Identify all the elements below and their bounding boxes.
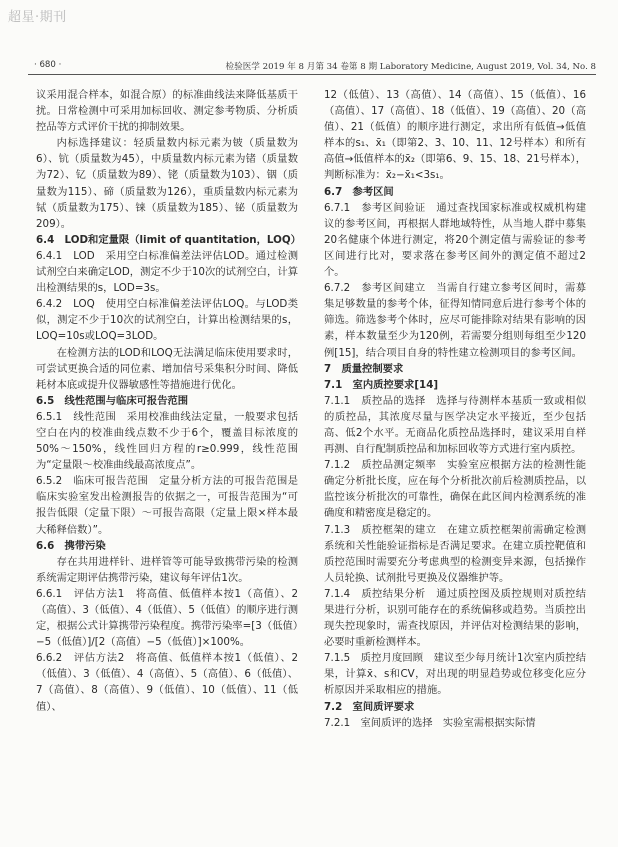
paragraph: 7.1.2 质控品测定频率 实验室应根据方法的检测性能确定分析批长度，应在每个分析批次前后检测质控品，以监控该分析批次的可靠性，确保在此区间内检测系统的准确度和精密度是稳定的。	[324, 459, 586, 520]
journal-running-head: 检验医学 2019 年 8 月第 34 卷第 8 期 Laboratory Medicine, August 2019, Vol. 34, No. 8	[225, 62, 596, 72]
paragraph: 6.6.2 评估方法2 将高值、低值样本按1（低值）、2（低值）、3（低值）、4（高值）、5（高值）、6（低值）、7（高值）、8（高值）、9（低值）、10（低值）、11（低值）、	[36, 652, 298, 713]
paragraph: 6.6.1 评估方法1 将高值、低值样本按1（高值）、2（高值）、3（低值）、4（低值）、5（低值）的顺序进行测定，根据公式计算携带污染程度。携带污染率=[3（低值）−5（低值）]/[2（高值）−5（低值）]×100%。	[36, 587, 298, 649]
right-column	[324, 87, 586, 731]
paragraph: 议采用混合样本，如混合原）的标准曲线法来降低基质干扰。日常检测中可采用加标回收、测定参考物质、分析质控品等方式评价干扰的抑制效果。	[36, 89, 298, 134]
paragraph: 存在共用进样针、进样管等可能导致携带污染的检测系统需定期评估携带污染，建议每年评估1次。	[36, 555, 298, 584]
watermark-logo: 超星·期刊	[8, 10, 67, 25]
section-heading: 7.2 室间质评要求	[324, 700, 415, 713]
page-header	[28, 58, 596, 75]
paragraph: 7.1.3 质控框架的建立 在建立质控框架前需确定检测系统和关性能验证指标是否满足要求。在建立质控靶值和质控范围时需要充分考虑典型的检测变异来源，包括操作人员轮换、试剂批号更换及仪器维护等。	[324, 523, 586, 584]
paragraph: 6.7.2 参考区间建立 当需自行建立参考区间时，需募集足够数量的参考个体，征得知情同意后进行参考个体的筛选。筛选参考个体时，应尽可能排除对结果有影响的因素，样本数量至少为120例，若需要分组则每组至少120例[15]，结合项目自身的特性建立检测项目的参考区间。	[324, 282, 586, 359]
paragraph: 6.5.2 临床可报告范围 定量分析方法的可报告范围是临床实验室发出检测报告的依据之一，可报告范围为“可报告低限（定量下限）～可报告高限（定量上限×样本最大稀释倍数）”。	[36, 475, 298, 536]
paragraph: 7.1.1 质控品的选择 选择与待测样本基质一致或相似的质控品，其浓度尽量与医学决定水平接近，至少包括高、低2个水平。无商品化质控品选择时，建议采用自样再测、自行配制质控品和加标回收等方式进行室内质控。	[324, 394, 586, 456]
paragraph: 6.4.1 LOD 采用空白标准偏差法评估LOD。通过检测试剂空白来确定LOD，测定不少于10次的试剂空白，计算出检测结果的s，LOD=3s。	[36, 249, 298, 295]
paragraph: 7.1.5 质控月度回顾 建议至少每月统计1次室内质控结果，计算x̄、s和CV，对出现的明显趋势或位移变化应分析原因并采取相应的措施。	[324, 652, 586, 697]
paragraph: 6.7.1 参考区间验证 通过查找国家标准或权威机构建议的参考区间，再根据人群地域特性，从当地人群中募集20名健康个体进行测定，将20个测定值与需验证的参考区间进行比对，要求落在参考区间外的测定值不超过2个。	[324, 201, 586, 279]
paragraph: 内标选择建议：轻质量数内标元素为铍（质量数为6）、钪（质量数为45），中质量数内标元素为锗（质量数为72）、钇（质量数为89）、铑（质量数为103）、铟（质量数为115）、碲（质量数为126），重质量数内标元素为铽（质量数为175）、铼（质量数为185）、铋（质量数为209）。	[36, 137, 298, 230]
left-column	[36, 87, 301, 715]
paragraph: 7.2.1 室间质评的选择 实验室需根据实际情	[324, 716, 536, 729]
section-heading: 6.4 LOD和定量限（limit of quantitation，LOQ）	[36, 233, 301, 246]
page-number: · 680 ·	[34, 60, 62, 70]
section-heading: 6.7 参考区间	[324, 185, 394, 198]
section-heading: 7.1 室内质控要求[14]	[324, 378, 439, 391]
section-heading: 6.5 线性范围与临床可报告范围	[36, 394, 189, 407]
paragraph: 6.4.2 LOQ 使用空白标准偏差法评估LOQ。与LOD类似，测定不少于10次的试剂空白，计算出检测结果的s，LOQ=10s或LOQ=3LOD。	[36, 298, 298, 343]
section-heading: 6.6 携带污染	[36, 539, 106, 552]
paragraph: 6.5.1 线性范围 采用校准曲线法定量，一般要求包括空白在内的校准曲线点数不少于6个，覆盖目标浓度的50%～150%，线性回归方程的r≥0.999，线性范围为“定量限～校准曲线最高浓度点”。	[36, 410, 298, 472]
paragraph: 12（低值）、13（高值）、14（高值）、15（低值）、16（高值）、17（高值）、18（低值）、19（高值）、20（高值）、21（低值）的顺序进行测定，求出所有低值→低值样本的s₁、x̄₁（即第2、3、10、11、12号样本）和所有高值→低值样本的x̄₂（即第6、9、15、18、21号样本），判断标准为：x̄₂−x̄₁<3s₁。	[324, 89, 586, 182]
section-heading: 7 质量控制要求	[324, 362, 404, 375]
paragraph: 7.1.4 质控结果分析 通过质控图及质控规则对质控结果进行分析，识别可能存在的系统偏移或趋势。当质控出现失控现象时，需查找原因，并评估对检测结果的影响，必要时重新检测样本。	[324, 587, 586, 649]
paragraph: 在检测方法的LOD和LOQ无法满足临床使用要求时，可尝试更换合适的同位素、增加信号采集积分时间、降低耗材本底或提升仪器敏感性等措施进行优化。	[36, 346, 298, 391]
